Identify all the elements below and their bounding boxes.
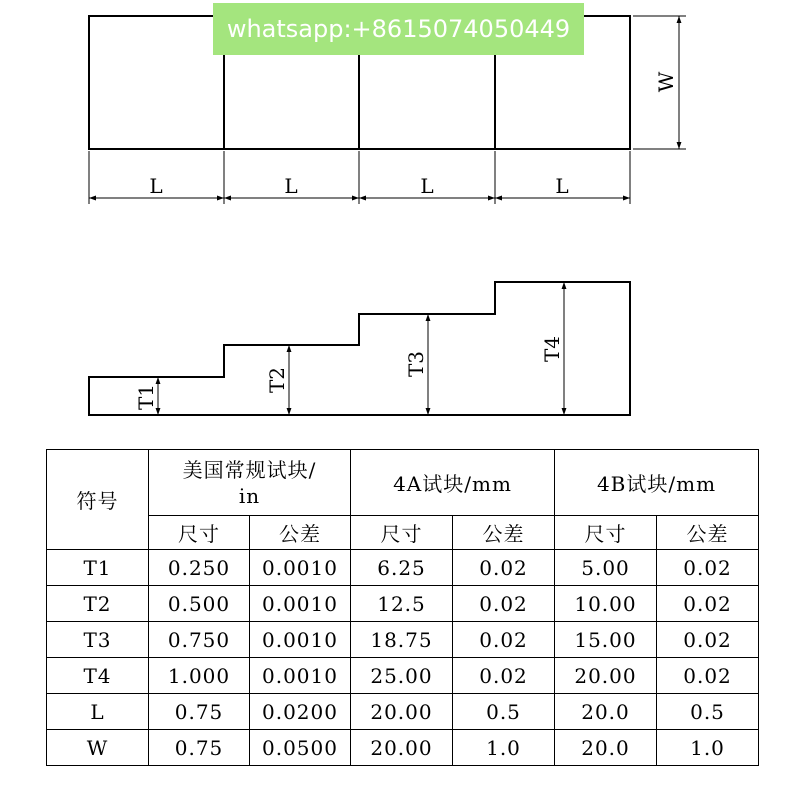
- spec-table: [46, 449, 759, 766]
- size-cell: 0.500: [149, 586, 250, 622]
- table-row: [47, 694, 759, 730]
- tolerance-cell: 0.0200: [250, 694, 351, 730]
- tolerance-header: 公差: [453, 516, 555, 550]
- size-cell: 10.00: [555, 586, 657, 622]
- t3-label: T3: [404, 350, 428, 378]
- tolerance-cell: 0.0010: [250, 658, 351, 694]
- l-label: L: [420, 174, 434, 198]
- size-cell: 12.5: [351, 586, 453, 622]
- group-header-line: 美国常规试块/: [182, 457, 317, 482]
- tolerance-header: 公差: [250, 516, 351, 550]
- watermark-banner: whatsapp:+8615074050449: [213, 3, 584, 55]
- size-cell: 15.00: [555, 622, 657, 658]
- symbol-cell: T3: [47, 622, 149, 658]
- symbol-header: 符号: [47, 450, 149, 550]
- tolerance-cell: 0.02: [453, 586, 555, 622]
- tolerance-cell: 0.5: [453, 694, 555, 730]
- tolerance-header: 公差: [657, 516, 759, 550]
- size-cell: 0.75: [149, 730, 250, 766]
- tolerance-cell: 0.0010: [250, 550, 351, 586]
- symbol-cell: T2: [47, 586, 149, 622]
- group-header-4a: 4A试块/mm: [351, 450, 555, 516]
- symbol-cell: T1: [47, 550, 149, 586]
- size-cell: 5.00: [555, 550, 657, 586]
- size-header: 尺寸: [555, 516, 657, 550]
- tolerance-cell: 1.0: [453, 730, 555, 766]
- tolerance-cell: 0.02: [657, 622, 759, 658]
- tolerance-cell: 0.0010: [250, 622, 351, 658]
- tolerance-cell: 0.02: [453, 622, 555, 658]
- l-label: L: [284, 174, 298, 198]
- tolerance-cell: 0.02: [453, 658, 555, 694]
- table-row: [47, 730, 759, 766]
- tolerance-cell: 1.0: [657, 730, 759, 766]
- size-cell: 18.75: [351, 622, 453, 658]
- table-row: [47, 550, 759, 586]
- size-header: 尺寸: [149, 516, 250, 550]
- group-header-4b: 4B试块/mm: [555, 450, 759, 516]
- tolerance-cell: 0.02: [657, 550, 759, 586]
- group-header-line: in: [238, 483, 261, 508]
- size-cell: 25.00: [351, 658, 453, 694]
- table-row: [47, 658, 759, 694]
- t2-label: T2: [265, 366, 289, 394]
- table-subheader-row: [47, 516, 759, 550]
- size-cell: 20.00: [351, 730, 453, 766]
- size-cell: 20.0: [555, 694, 657, 730]
- size-cell: 20.0: [555, 730, 657, 766]
- symbol-cell: T4: [47, 658, 149, 694]
- size-cell: 0.75: [149, 694, 250, 730]
- size-cell: 20.00: [351, 694, 453, 730]
- size-cell: 0.750: [149, 622, 250, 658]
- tolerance-cell: 0.02: [453, 550, 555, 586]
- table-row: [47, 586, 759, 622]
- size-cell: 6.25: [351, 550, 453, 586]
- tolerance-cell: 0.0500: [250, 730, 351, 766]
- table-header-row: [47, 450, 759, 516]
- tolerance-cell: 0.0010: [250, 586, 351, 622]
- tolerance-cell: 0.02: [657, 658, 759, 694]
- w-label: W: [654, 71, 678, 93]
- l-label: L: [555, 174, 569, 198]
- symbol-cell: W: [47, 730, 149, 766]
- size-header: 尺寸: [351, 516, 453, 550]
- group-header-us: [149, 450, 351, 516]
- tolerance-cell: 0.5: [657, 694, 759, 730]
- table-row: [47, 622, 759, 658]
- size-cell: 1.000: [149, 658, 250, 694]
- l-label: L: [149, 174, 163, 198]
- t4-label: T4: [540, 335, 564, 363]
- symbol-cell: L: [47, 694, 149, 730]
- size-cell: 20.00: [555, 658, 657, 694]
- size-cell: 0.250: [149, 550, 250, 586]
- t1-label: T1: [134, 383, 158, 411]
- tolerance-cell: 0.02: [657, 586, 759, 622]
